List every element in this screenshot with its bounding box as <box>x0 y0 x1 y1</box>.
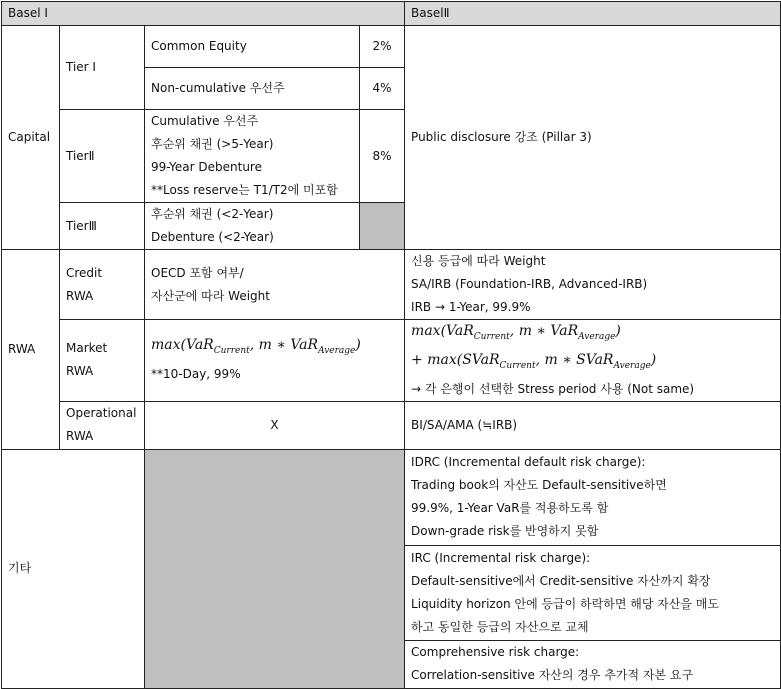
tier1-label: Tier Ⅰ <box>60 26 145 110</box>
operational-rwa-label-line: RWA <box>66 429 94 444</box>
market-basel1-cell <box>145 320 405 402</box>
idrc-line: IDRC (Incremental default risk charge): <box>411 455 646 470</box>
operational-rwa-label-line: Operational <box>66 406 137 421</box>
other-basel1-empty <box>145 449 405 688</box>
market-basel2-cell <box>405 320 781 402</box>
rwa-operational-row <box>2 401 781 449</box>
tier3-items-cell <box>145 203 360 250</box>
capital-label: Capital <box>2 26 60 250</box>
other-label: 기타 <box>2 449 145 688</box>
credit-rwa-label <box>60 250 145 320</box>
tier3-pct-empty <box>360 203 405 250</box>
credit-basel1-line: 자산군에 따라 Weight <box>151 288 270 303</box>
market-basel1-formula: max(VaR$_{Current}$, m ∗ VaR$_{Average}$) <box>151 337 361 357</box>
rwa-market-row <box>2 320 781 402</box>
market-rwa-label-line: Market <box>66 341 108 356</box>
irc-cell <box>405 545 781 640</box>
common-equity-pct: 2% <box>360 26 405 68</box>
non-cumulative-cell: Non-cumulative 우선주 <box>145 68 360 110</box>
market-basel1-note: **10-Day, 99% <box>151 367 241 382</box>
operational-basel1-cell: X <box>145 401 405 449</box>
capital-basel2-cell: Public disclosure 강조 (Pillar 3) <box>405 26 781 250</box>
tier3-label: TierⅢ <box>60 203 145 250</box>
tier2-line: Cumulative 우선주 <box>151 114 259 128</box>
tier3-line: Debenture (<2-Year) <box>151 230 274 244</box>
operational-basel2-cell: BI/SA/AMA (≒IRB) <box>405 401 781 449</box>
tier2-line: 후순위 채권 (>5-Year) <box>151 137 274 151</box>
market-rwa-label <box>60 320 145 402</box>
idrc-line: 99.9%, 1-Year VaR를 적용하도록 함 <box>411 501 609 516</box>
credit-basel1-cell <box>145 250 405 320</box>
crc-line: Comprehensive risk charge: <box>411 645 580 660</box>
irc-line: IRC (Incremental risk charge): <box>411 550 591 565</box>
credit-basel2-cell <box>405 250 781 320</box>
credit-basel2-line: 신용 등급에 따라 Weight <box>411 254 546 268</box>
other-idrc-row <box>2 449 781 545</box>
credit-rwa-label-line: Credit <box>66 265 103 280</box>
idrc-line: Down-grade risk를 반영하지 못함 <box>411 524 599 539</box>
tier2-items-cell <box>145 110 360 203</box>
tier2-pct: 8% <box>360 110 405 203</box>
irc-line: Default-sensitive에서 Credit-sensitive 자산까지 확장 <box>411 573 711 588</box>
crc-cell <box>405 640 781 688</box>
rwa-credit-row <box>2 250 781 320</box>
credit-basel2-line: IRB → 1-Year, 99.9% <box>411 300 531 314</box>
rwa-label: RWA <box>2 250 60 450</box>
irc-line: 하고 동일한 등급의 자산으로 교체 <box>411 619 589 634</box>
tier2-line: 99-Year Debenture <box>151 160 262 174</box>
credit-basel2-line: SA/IRB (Foundation-IRB, Advanced-IRB) <box>411 277 648 291</box>
crc-line: Correlation-sensitive 자산의 경우 추가적 자본 요구 <box>411 668 694 683</box>
common-equity-cell: Common Equity <box>145 26 360 68</box>
market-basel2-note: → 각 은행이 선택한 Stress period 사용 (Not same) <box>411 381 695 396</box>
market-basel2-formula-1: max(VaR$_{Current}$, m ∗ VaR$_{Average}$) <box>411 323 621 342</box>
tier2-line: **Loss reserve는 T1/T2에 미포함 <box>151 183 338 197</box>
capital-tier1-row-1 <box>2 26 781 68</box>
non-cumulative-pct: 4% <box>360 68 405 110</box>
irc-line: Liquidity horizon 안에 등급이 하락하면 해당 자산을 매도 <box>411 596 720 611</box>
idrc-line: Trading book의 자산도 Default-sensitive하면 <box>411 478 667 493</box>
credit-basel1-line: OECD 포함 여부/ <box>151 265 244 280</box>
tier3-line: 후순위 채권 (<2-Year) <box>151 207 274 221</box>
tier2-label: TierⅡ <box>60 110 145 203</box>
basel-comparison-table <box>1 1 781 689</box>
basel1-header: Basel Ⅰ <box>2 2 405 26</box>
market-basel2-formula-2: + max(SVaR$_{Current}$, m ∗ SVaR$_{Average}$) <box>411 351 657 371</box>
operational-rwa-label <box>60 401 145 449</box>
basel2-header: BaselⅡ <box>405 2 781 26</box>
market-rwa-label-line: RWA <box>66 364 94 379</box>
credit-rwa-label-line: RWA <box>66 288 94 303</box>
header-row <box>2 2 781 26</box>
idrc-cell <box>405 449 781 545</box>
